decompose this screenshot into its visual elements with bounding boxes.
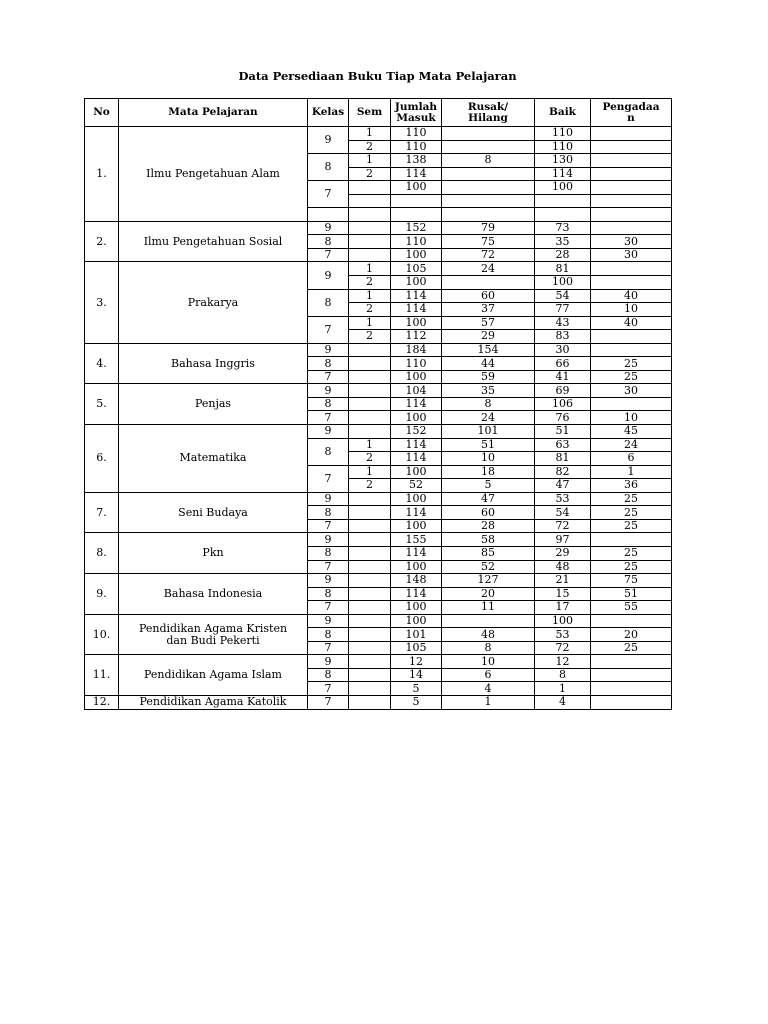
kelas-cell: 9	[308, 492, 349, 506]
rusak-hilang-cell: 4	[442, 682, 535, 696]
subject-no: 9.	[85, 574, 119, 615]
sem-cell: 2	[349, 479, 391, 493]
jumlah-masuk-cell: 114	[391, 289, 442, 303]
baik-cell: 51	[535, 425, 591, 439]
kelas-cell: 8	[308, 289, 349, 316]
header-kelas: Kelas	[308, 99, 349, 127]
kelas-cell: 9	[308, 384, 349, 398]
pengadaan-cell	[591, 343, 672, 357]
sem-cell	[349, 221, 391, 235]
table-row	[85, 262, 672, 276]
jumlah-masuk-cell: 12	[391, 655, 442, 669]
jumlah-masuk-cell: 184	[391, 343, 442, 357]
subject-name: Bahasa Inggris	[119, 343, 308, 384]
jumlah-masuk-cell: 52	[391, 479, 442, 493]
jumlah-masuk-cell: 152	[391, 425, 442, 439]
jumlah-masuk-cell: 100	[391, 601, 442, 615]
pengadaan-cell	[591, 262, 672, 276]
baik-cell: 47	[535, 479, 591, 493]
sem-cell	[349, 546, 391, 560]
rusak-hilang-cell	[442, 140, 535, 154]
jumlah-masuk-cell: 104	[391, 384, 442, 398]
pengadaan-cell: 40	[591, 289, 672, 303]
baik-cell: 28	[535, 248, 591, 262]
rusak-hilang-cell: 51	[442, 438, 535, 452]
rusak-hilang-cell: 1	[442, 695, 535, 709]
subject-name: Pendidikan Agama Kristen dan Budi Pekerti	[119, 614, 308, 655]
jumlah-masuk-cell: 100	[391, 411, 442, 425]
sem-cell: 2	[349, 167, 391, 181]
sem-cell	[349, 614, 391, 628]
kelas-cell: 8	[308, 154, 349, 181]
pengadaan-cell: 10	[591, 411, 672, 425]
sem-cell	[349, 181, 391, 195]
jumlah-masuk-cell: 100	[391, 370, 442, 384]
kelas-cell: 9	[308, 425, 349, 439]
rusak-hilang-cell: 24	[442, 411, 535, 425]
rusak-hilang-cell: 11	[442, 601, 535, 615]
baik-cell: 43	[535, 316, 591, 330]
kelas-cell: 8	[308, 668, 349, 682]
baik-cell: 54	[535, 506, 591, 520]
baik-cell	[535, 208, 591, 222]
kelas-cell: 7	[308, 411, 349, 425]
baik-cell: 110	[535, 140, 591, 154]
subject-name: Penjas	[119, 384, 308, 425]
sem-cell	[349, 384, 391, 398]
rusak-hilang-cell: 59	[442, 370, 535, 384]
baik-cell: 81	[535, 452, 591, 466]
header-rusak-hilang: Rusak/ Hilang	[442, 99, 535, 127]
jumlah-masuk-cell: 114	[391, 546, 442, 560]
baik-cell: 72	[535, 519, 591, 533]
kelas-cell: 8	[308, 506, 349, 520]
baik-cell: 110	[535, 127, 591, 141]
rusak-hilang-cell: 8	[442, 397, 535, 411]
jumlah-masuk-cell: 100	[391, 181, 442, 195]
sem-cell	[349, 519, 391, 533]
table-row	[85, 492, 672, 506]
sem-cell	[349, 235, 391, 249]
baik-cell: 130	[535, 154, 591, 168]
kelas-cell: 7	[308, 560, 349, 574]
baik-cell: 4	[535, 695, 591, 709]
inventory-table	[84, 98, 672, 710]
kelas-cell: 7	[308, 601, 349, 615]
sem-cell: 1	[349, 127, 391, 141]
baik-cell	[535, 194, 591, 208]
sem-cell: 2	[349, 330, 391, 344]
baik-cell: 106	[535, 397, 591, 411]
sem-cell: 2	[349, 140, 391, 154]
table-row	[85, 384, 672, 398]
sem-cell	[349, 425, 391, 439]
sem-cell: 1	[349, 289, 391, 303]
pengadaan-cell: 20	[591, 628, 672, 642]
kelas-cell: 9	[308, 343, 349, 357]
pengadaan-cell	[591, 208, 672, 222]
table-row	[85, 655, 672, 669]
pengadaan-cell	[591, 682, 672, 696]
pengadaan-cell	[591, 181, 672, 195]
rusak-hilang-cell: 154	[442, 343, 535, 357]
jumlah-masuk-cell	[391, 194, 442, 208]
jumlah-masuk-cell: 110	[391, 140, 442, 154]
kelas-cell: 8	[308, 438, 349, 465]
rusak-hilang-cell: 29	[442, 330, 535, 344]
subject-name: Bahasa Indonesia	[119, 574, 308, 615]
kelas-cell: 9	[308, 262, 349, 289]
kelas-cell: 7	[308, 370, 349, 384]
jumlah-masuk-cell: 5	[391, 695, 442, 709]
pengadaan-cell	[591, 127, 672, 141]
baik-cell: 53	[535, 492, 591, 506]
baik-cell: 66	[535, 357, 591, 371]
baik-cell: 35	[535, 235, 591, 249]
baik-cell: 69	[535, 384, 591, 398]
sem-cell	[349, 397, 391, 411]
subject-no: 12.	[85, 695, 119, 709]
rusak-hilang-cell: 10	[442, 452, 535, 466]
jumlah-masuk-cell: 110	[391, 127, 442, 141]
pengadaan-cell: 51	[591, 587, 672, 601]
subject-no: 4.	[85, 343, 119, 384]
pengadaan-cell: 30	[591, 248, 672, 262]
sem-cell	[349, 601, 391, 615]
jumlah-masuk-cell	[391, 208, 442, 222]
kelas-cell: 7	[308, 248, 349, 262]
baik-cell: 114	[535, 167, 591, 181]
kelas-cell: 7	[308, 181, 349, 208]
rusak-hilang-cell	[442, 276, 535, 290]
baik-cell: 100	[535, 614, 591, 628]
page-title: Data Persediaan Buku Tiap Mata Pelajaran	[238, 69, 517, 83]
rusak-hilang-cell: 8	[442, 154, 535, 168]
subject-no: 5.	[85, 384, 119, 425]
subject-name: Ilmu Pengetahuan Sosial	[119, 221, 308, 262]
jumlah-masuk-cell: 100	[391, 560, 442, 574]
jumlah-masuk-cell: 114	[391, 303, 442, 317]
header-pengadaan: Pengadaa n	[591, 99, 672, 127]
table-body	[85, 127, 672, 710]
rusak-hilang-cell: 57	[442, 316, 535, 330]
rusak-hilang-cell: 75	[442, 235, 535, 249]
subject-name: Seni Budaya	[119, 492, 308, 533]
pengadaan-cell: 25	[591, 506, 672, 520]
kelas-cell: 8	[308, 628, 349, 642]
pengadaan-cell: 6	[591, 452, 672, 466]
rusak-hilang-cell: 48	[442, 628, 535, 642]
pengadaan-cell: 75	[591, 574, 672, 588]
sem-cell	[349, 628, 391, 642]
sem-cell	[349, 208, 391, 222]
baik-cell: 17	[535, 601, 591, 615]
rusak-hilang-cell	[442, 614, 535, 628]
jumlah-masuk-cell: 114	[391, 452, 442, 466]
header-jumlah-masuk: Jumlah Masuk	[391, 99, 442, 127]
sem-cell	[349, 560, 391, 574]
jumlah-masuk-cell: 101	[391, 628, 442, 642]
pengadaan-cell	[591, 167, 672, 181]
kelas-cell: 8	[308, 546, 349, 560]
pengadaan-cell	[591, 533, 672, 547]
sem-cell: 2	[349, 303, 391, 317]
jumlah-masuk-cell: 5	[391, 682, 442, 696]
jumlah-masuk-cell: 105	[391, 262, 442, 276]
sem-cell: 2	[349, 452, 391, 466]
baik-cell: 54	[535, 289, 591, 303]
baik-cell: 76	[535, 411, 591, 425]
table-row	[85, 425, 672, 439]
subject-no: 7.	[85, 492, 119, 533]
sem-cell	[349, 682, 391, 696]
table-row	[85, 127, 672, 141]
sem-cell: 1	[349, 262, 391, 276]
baik-cell: 41	[535, 370, 591, 384]
jumlah-masuk-cell: 114	[391, 506, 442, 520]
kelas-cell: 8	[308, 357, 349, 371]
jumlah-masuk-cell: 100	[391, 614, 442, 628]
pengadaan-cell	[591, 154, 672, 168]
pengadaan-cell: 25	[591, 546, 672, 560]
jumlah-masuk-cell: 138	[391, 154, 442, 168]
subject-no: 11.	[85, 655, 119, 696]
rusak-hilang-cell: 24	[442, 262, 535, 276]
kelas-cell: 7	[308, 465, 349, 492]
header-sem: Sem	[349, 99, 391, 127]
jumlah-masuk-cell: 114	[391, 167, 442, 181]
pengadaan-cell: 45	[591, 425, 672, 439]
baik-cell: 72	[535, 641, 591, 655]
rusak-hilang-cell: 79	[442, 221, 535, 235]
sem-cell	[349, 587, 391, 601]
sem-cell	[349, 506, 391, 520]
jumlah-masuk-cell: 110	[391, 357, 442, 371]
baik-cell: 53	[535, 628, 591, 642]
kelas-cell: 7	[308, 519, 349, 533]
subject-name: Pkn	[119, 533, 308, 574]
pengadaan-cell: 30	[591, 235, 672, 249]
pengadaan-cell: 25	[591, 519, 672, 533]
rusak-hilang-cell	[442, 208, 535, 222]
rusak-hilang-cell: 28	[442, 519, 535, 533]
kelas-cell	[308, 208, 349, 222]
sem-cell	[349, 370, 391, 384]
jumlah-masuk-cell: 100	[391, 276, 442, 290]
sem-cell	[349, 194, 391, 208]
sem-cell	[349, 641, 391, 655]
table-row	[85, 614, 672, 628]
table-row	[85, 695, 672, 709]
pengadaan-cell: 30	[591, 384, 672, 398]
sem-cell: 1	[349, 465, 391, 479]
header-baik: Baik	[535, 99, 591, 127]
pengadaan-cell: 10	[591, 303, 672, 317]
kelas-cell: 9	[308, 533, 349, 547]
kelas-cell: 8	[308, 235, 349, 249]
jumlah-masuk-cell: 114	[391, 397, 442, 411]
baik-cell: 48	[535, 560, 591, 574]
jumlah-masuk-cell: 112	[391, 330, 442, 344]
jumlah-masuk-cell: 110	[391, 235, 442, 249]
pengadaan-cell	[591, 668, 672, 682]
rusak-hilang-cell: 127	[442, 574, 535, 588]
rusak-hilang-cell: 10	[442, 655, 535, 669]
kelas-cell: 7	[308, 695, 349, 709]
sem-cell	[349, 411, 391, 425]
header-mata-pelajaran: Mata Pelajaran	[119, 99, 308, 127]
pengadaan-cell	[591, 655, 672, 669]
sem-cell	[349, 357, 391, 371]
baik-cell: 97	[535, 533, 591, 547]
table-row	[85, 533, 672, 547]
rusak-hilang-cell: 44	[442, 357, 535, 371]
subject-name: Pendidikan Agama Katolik	[119, 695, 308, 709]
jumlah-masuk-cell: 100	[391, 316, 442, 330]
sem-cell	[349, 668, 391, 682]
subject-no: 1.	[85, 127, 119, 222]
pengadaan-cell: 25	[591, 560, 672, 574]
subject-name: Ilmu Pengetahuan Alam	[119, 127, 308, 222]
rusak-hilang-cell: 20	[442, 587, 535, 601]
rusak-hilang-cell: 101	[442, 425, 535, 439]
header-no: No	[85, 99, 119, 127]
subject-no: 8.	[85, 533, 119, 574]
pengadaan-cell: 24	[591, 438, 672, 452]
baik-cell: 100	[535, 181, 591, 195]
rusak-hilang-cell: 52	[442, 560, 535, 574]
baik-cell: 81	[535, 262, 591, 276]
jumlah-masuk-cell: 100	[391, 465, 442, 479]
jumlah-masuk-cell: 155	[391, 533, 442, 547]
sem-cell: 1	[349, 316, 391, 330]
baik-cell: 73	[535, 221, 591, 235]
rusak-hilang-cell: 47	[442, 492, 535, 506]
subject-name: Pendidikan Agama Islam	[119, 655, 308, 696]
pengadaan-cell	[591, 140, 672, 154]
baik-cell: 8	[535, 668, 591, 682]
pengadaan-cell	[591, 221, 672, 235]
baik-cell: 83	[535, 330, 591, 344]
pengadaan-cell: 25	[591, 370, 672, 384]
jumlah-masuk-cell: 14	[391, 668, 442, 682]
jumlah-masuk-cell: 100	[391, 492, 442, 506]
table-row	[85, 574, 672, 588]
pengadaan-cell: 25	[591, 357, 672, 371]
kelas-cell: 9	[308, 221, 349, 235]
kelas-cell: 9	[308, 127, 349, 154]
jumlah-masuk-cell: 114	[391, 587, 442, 601]
subject-no: 10.	[85, 614, 119, 655]
baik-cell: 77	[535, 303, 591, 317]
baik-cell: 21	[535, 574, 591, 588]
kelas-cell: 7	[308, 641, 349, 655]
baik-cell: 63	[535, 438, 591, 452]
pengadaan-cell: 25	[591, 492, 672, 506]
sem-cell	[349, 492, 391, 506]
pengadaan-cell	[591, 276, 672, 290]
sem-cell	[349, 533, 391, 547]
rusak-hilang-cell: 5	[442, 479, 535, 493]
rusak-hilang-cell: 8	[442, 641, 535, 655]
rusak-hilang-cell: 37	[442, 303, 535, 317]
baik-cell: 30	[535, 343, 591, 357]
sem-cell: 1	[349, 438, 391, 452]
table-row	[85, 343, 672, 357]
pengadaan-cell	[591, 397, 672, 411]
kelas-cell: 7	[308, 316, 349, 343]
baik-cell: 15	[535, 587, 591, 601]
baik-cell: 12	[535, 655, 591, 669]
pengadaan-cell: 40	[591, 316, 672, 330]
sem-cell	[349, 655, 391, 669]
pengadaan-cell: 55	[591, 601, 672, 615]
rusak-hilang-cell: 58	[442, 533, 535, 547]
kelas-cell: 8	[308, 587, 349, 601]
jumlah-masuk-cell: 100	[391, 248, 442, 262]
pengadaan-cell	[591, 194, 672, 208]
rusak-hilang-cell	[442, 167, 535, 181]
pengadaan-cell: 36	[591, 479, 672, 493]
jumlah-masuk-cell: 152	[391, 221, 442, 235]
rusak-hilang-cell: 18	[442, 465, 535, 479]
sem-cell: 2	[349, 276, 391, 290]
baik-cell: 29	[535, 546, 591, 560]
sem-cell	[349, 343, 391, 357]
rusak-hilang-cell: 60	[442, 289, 535, 303]
rusak-hilang-cell: 72	[442, 248, 535, 262]
jumlah-masuk-cell: 105	[391, 641, 442, 655]
rusak-hilang-cell: 85	[442, 546, 535, 560]
rusak-hilang-cell	[442, 181, 535, 195]
pengadaan-cell: 1	[591, 465, 672, 479]
rusak-hilang-cell: 35	[442, 384, 535, 398]
rusak-hilang-cell	[442, 127, 535, 141]
kelas-cell: 9	[308, 655, 349, 669]
rusak-hilang-cell: 60	[442, 506, 535, 520]
rusak-hilang-cell	[442, 194, 535, 208]
table-row	[85, 221, 672, 235]
jumlah-masuk-cell: 100	[391, 519, 442, 533]
baik-cell: 82	[535, 465, 591, 479]
subject-name: Prakarya	[119, 262, 308, 343]
sem-cell	[349, 695, 391, 709]
pengadaan-cell	[591, 614, 672, 628]
header-row	[85, 99, 672, 127]
baik-cell: 100	[535, 276, 591, 290]
subject-name: Matematika	[119, 425, 308, 493]
jumlah-masuk-cell: 148	[391, 574, 442, 588]
kelas-cell: 9	[308, 574, 349, 588]
rusak-hilang-cell: 6	[442, 668, 535, 682]
kelas-cell: 9	[308, 614, 349, 628]
kelas-cell: 7	[308, 682, 349, 696]
pengadaan-cell	[591, 695, 672, 709]
kelas-cell: 8	[308, 397, 349, 411]
subject-no: 2.	[85, 221, 119, 262]
pengadaan-cell	[591, 330, 672, 344]
sem-cell	[349, 574, 391, 588]
pengadaan-cell: 25	[591, 641, 672, 655]
sem-cell	[349, 248, 391, 262]
baik-cell: 1	[535, 682, 591, 696]
sem-cell: 1	[349, 154, 391, 168]
subject-no: 3.	[85, 262, 119, 343]
subject-no: 6.	[85, 425, 119, 493]
jumlah-masuk-cell: 114	[391, 438, 442, 452]
